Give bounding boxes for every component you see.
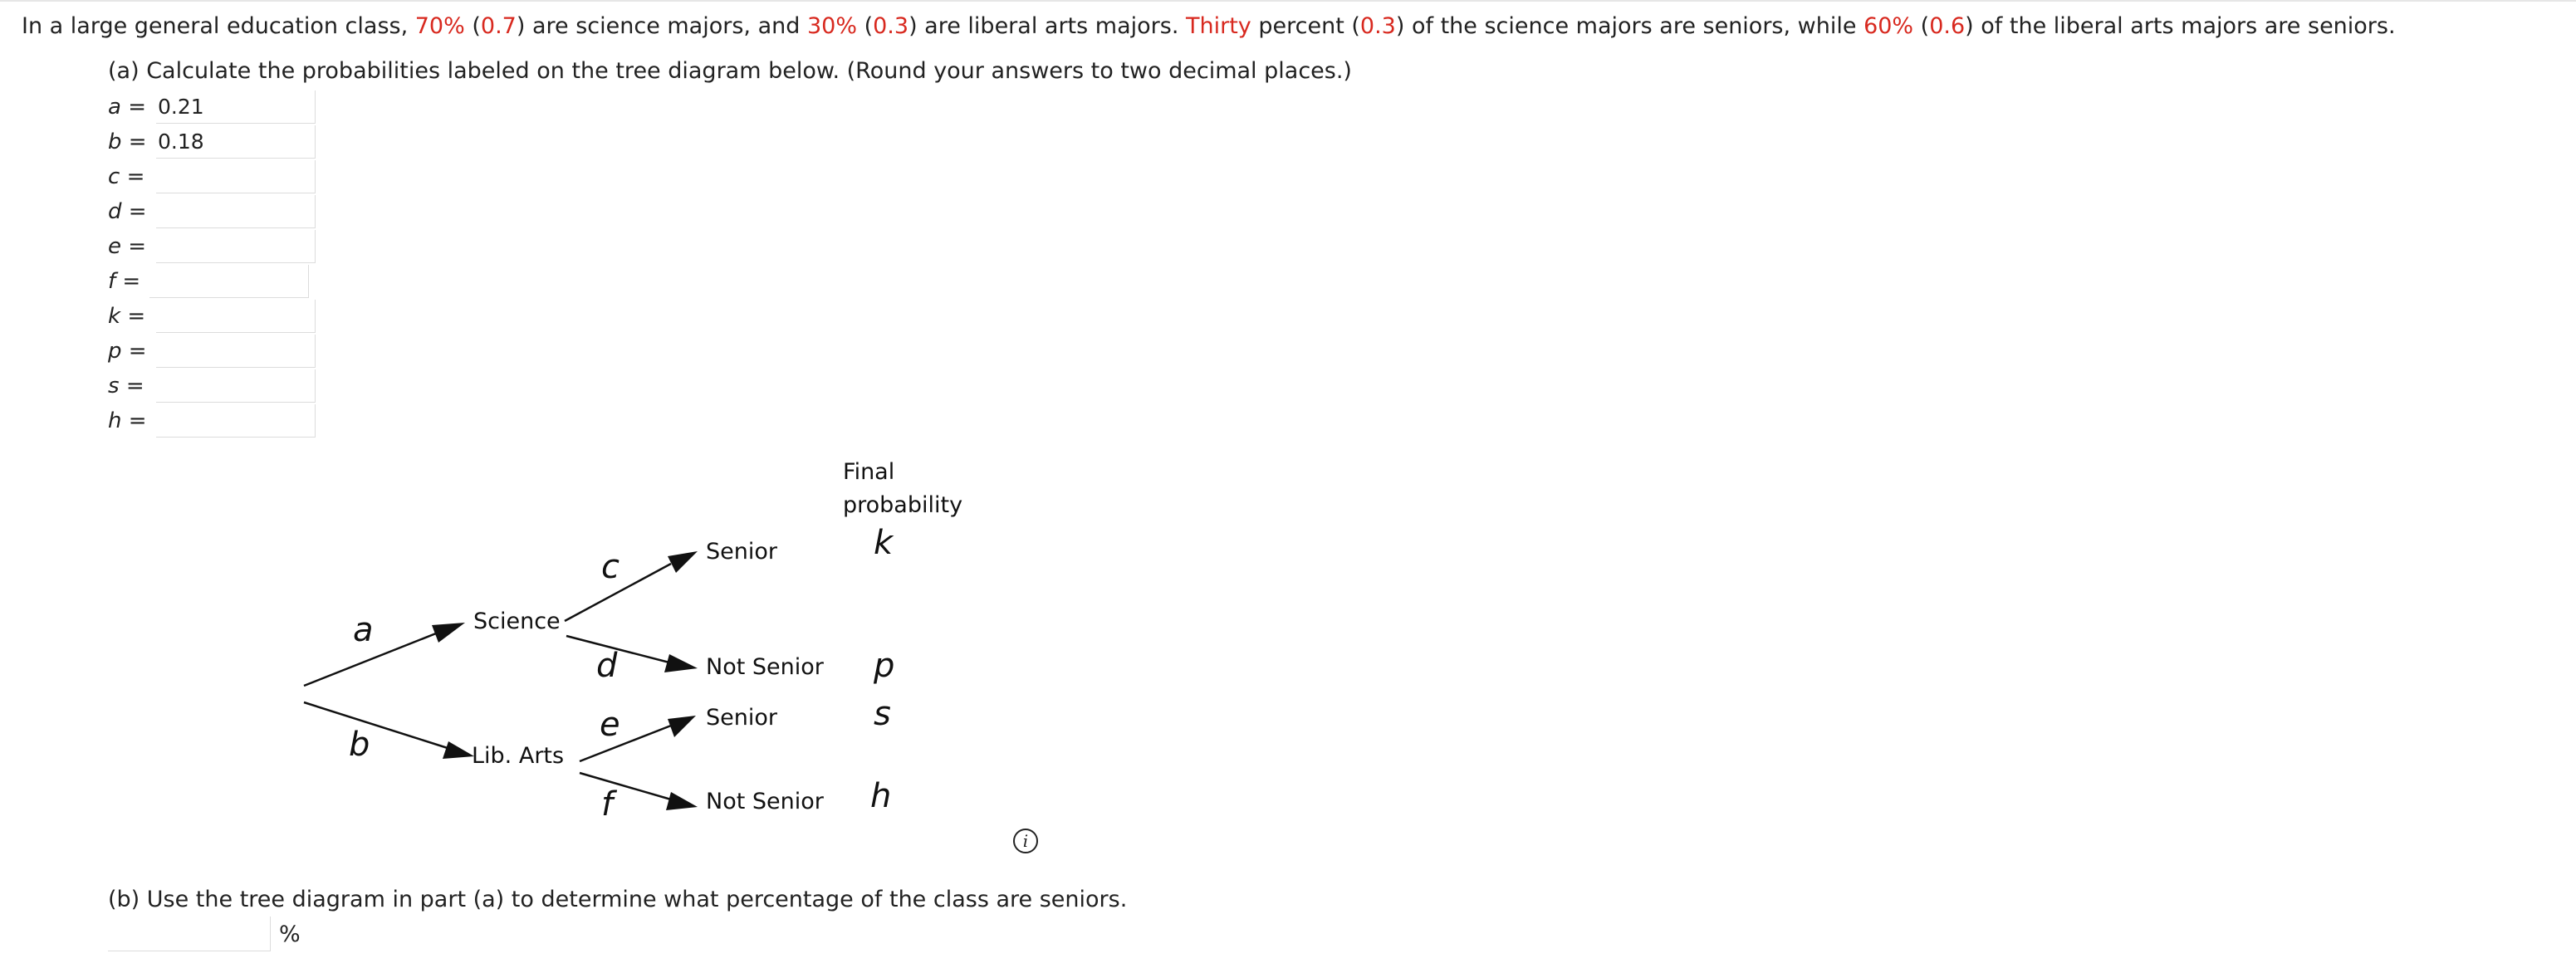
- info-icon[interactable]: i: [1013, 829, 1038, 853]
- not-senior-label-1: Not Senior: [706, 654, 824, 680]
- branch-var-b: b: [349, 726, 370, 764]
- intro-text: ) of the science majors are seniors, while: [1395, 13, 1864, 39]
- equals-sign: =: [126, 164, 145, 189]
- senior-label-1: Senior: [706, 539, 777, 565]
- equals-sign: =: [128, 339, 147, 364]
- not-senior-label-2: Not Senior: [706, 789, 824, 814]
- science-percent: 70%: [414, 13, 465, 39]
- part-b-prompt: (b) Use the tree diagram in part (a) to determine what percentage of the class are seniors.: [108, 887, 1128, 912]
- equals-sign: =: [128, 408, 147, 433]
- intro-text: percent (: [1251, 13, 1360, 39]
- final-header-line1: Final: [843, 459, 895, 485]
- final-header-line2: probability: [843, 492, 963, 518]
- intro-text: (: [464, 13, 481, 39]
- science-senior-word: Thirty: [1186, 13, 1251, 39]
- variable-name: d: [108, 199, 122, 224]
- branch-var-a: a: [353, 611, 374, 649]
- tree-arrowheads: [432, 551, 698, 810]
- variable-name: f: [108, 269, 116, 294]
- branch-var-e: e: [600, 706, 620, 744]
- intro-text: ) are liberal arts majors.: [908, 13, 1186, 39]
- branch-var-d: d: [596, 647, 618, 685]
- libarts-label: Lib. Arts: [472, 743, 565, 769]
- intro-text: ) of the liberal arts majors are seniors.: [1965, 13, 2396, 39]
- equals-sign: =: [128, 234, 147, 259]
- percent-input[interactable]: [108, 917, 271, 951]
- variable-name: s: [108, 374, 120, 398]
- variable-name: a: [108, 95, 121, 120]
- arrowhead-libarts-senior: [668, 716, 696, 737]
- libarts-probability: 0.3: [873, 13, 909, 39]
- percent-sign: %: [279, 921, 301, 947]
- final-var-h: h: [870, 777, 892, 815]
- libarts-senior-percent: 60%: [1863, 13, 1914, 39]
- variable-name: e: [108, 234, 121, 259]
- libarts-senior-probability: 0.6: [1929, 13, 1966, 39]
- equals-sign: =: [128, 130, 147, 154]
- part-a-prompt: (a) Calculate the probabilities labeled on the tree diagram below. (Round your answers to two decimal places.): [108, 58, 1352, 84]
- branch-var-f: f: [601, 785, 614, 824]
- branch-var-c: c: [601, 548, 620, 586]
- equals-sign: =: [128, 95, 146, 120]
- intro-text: ) are science majors, and: [516, 13, 807, 39]
- variable-name: b: [108, 130, 122, 154]
- arrowhead-science-notsenior: [664, 654, 698, 672]
- arrowhead-libarts: [443, 741, 474, 759]
- arrowhead-science-senior: [668, 551, 698, 573]
- equals-sign: =: [122, 269, 141, 294]
- intro-text: (: [856, 13, 874, 39]
- intro-text: (: [1913, 13, 1930, 39]
- libarts-percent: 30%: [806, 13, 857, 39]
- branch-libarts-senior: [580, 726, 671, 761]
- variable-name: c: [108, 164, 120, 189]
- branch-libarts: [304, 702, 450, 749]
- equals-sign: =: [128, 199, 147, 224]
- science-label: Science: [473, 609, 561, 634]
- arrowhead-science: [432, 623, 465, 643]
- arrowhead-libarts-notsenior: [666, 792, 698, 810]
- part-b-answer-row: [108, 917, 301, 951]
- equals-sign: =: [125, 374, 144, 398]
- variable-name: p: [108, 339, 122, 364]
- branch-science-notsenior: [566, 636, 669, 662]
- intro-text: In a large general education class,: [22, 13, 415, 39]
- final-var-k: k: [874, 524, 894, 562]
- variable-name: k: [108, 304, 121, 329]
- final-var-p: p: [874, 647, 895, 685]
- variable-name: h: [108, 408, 122, 433]
- senior-label-2: Senior: [706, 705, 777, 731]
- science-senior-probability: 0.3: [1359, 13, 1396, 39]
- science-probability: 0.7: [480, 13, 517, 39]
- equals-sign: =: [127, 304, 146, 329]
- branch-libarts-notsenior: [580, 773, 671, 799]
- final-var-s: s: [874, 695, 891, 733]
